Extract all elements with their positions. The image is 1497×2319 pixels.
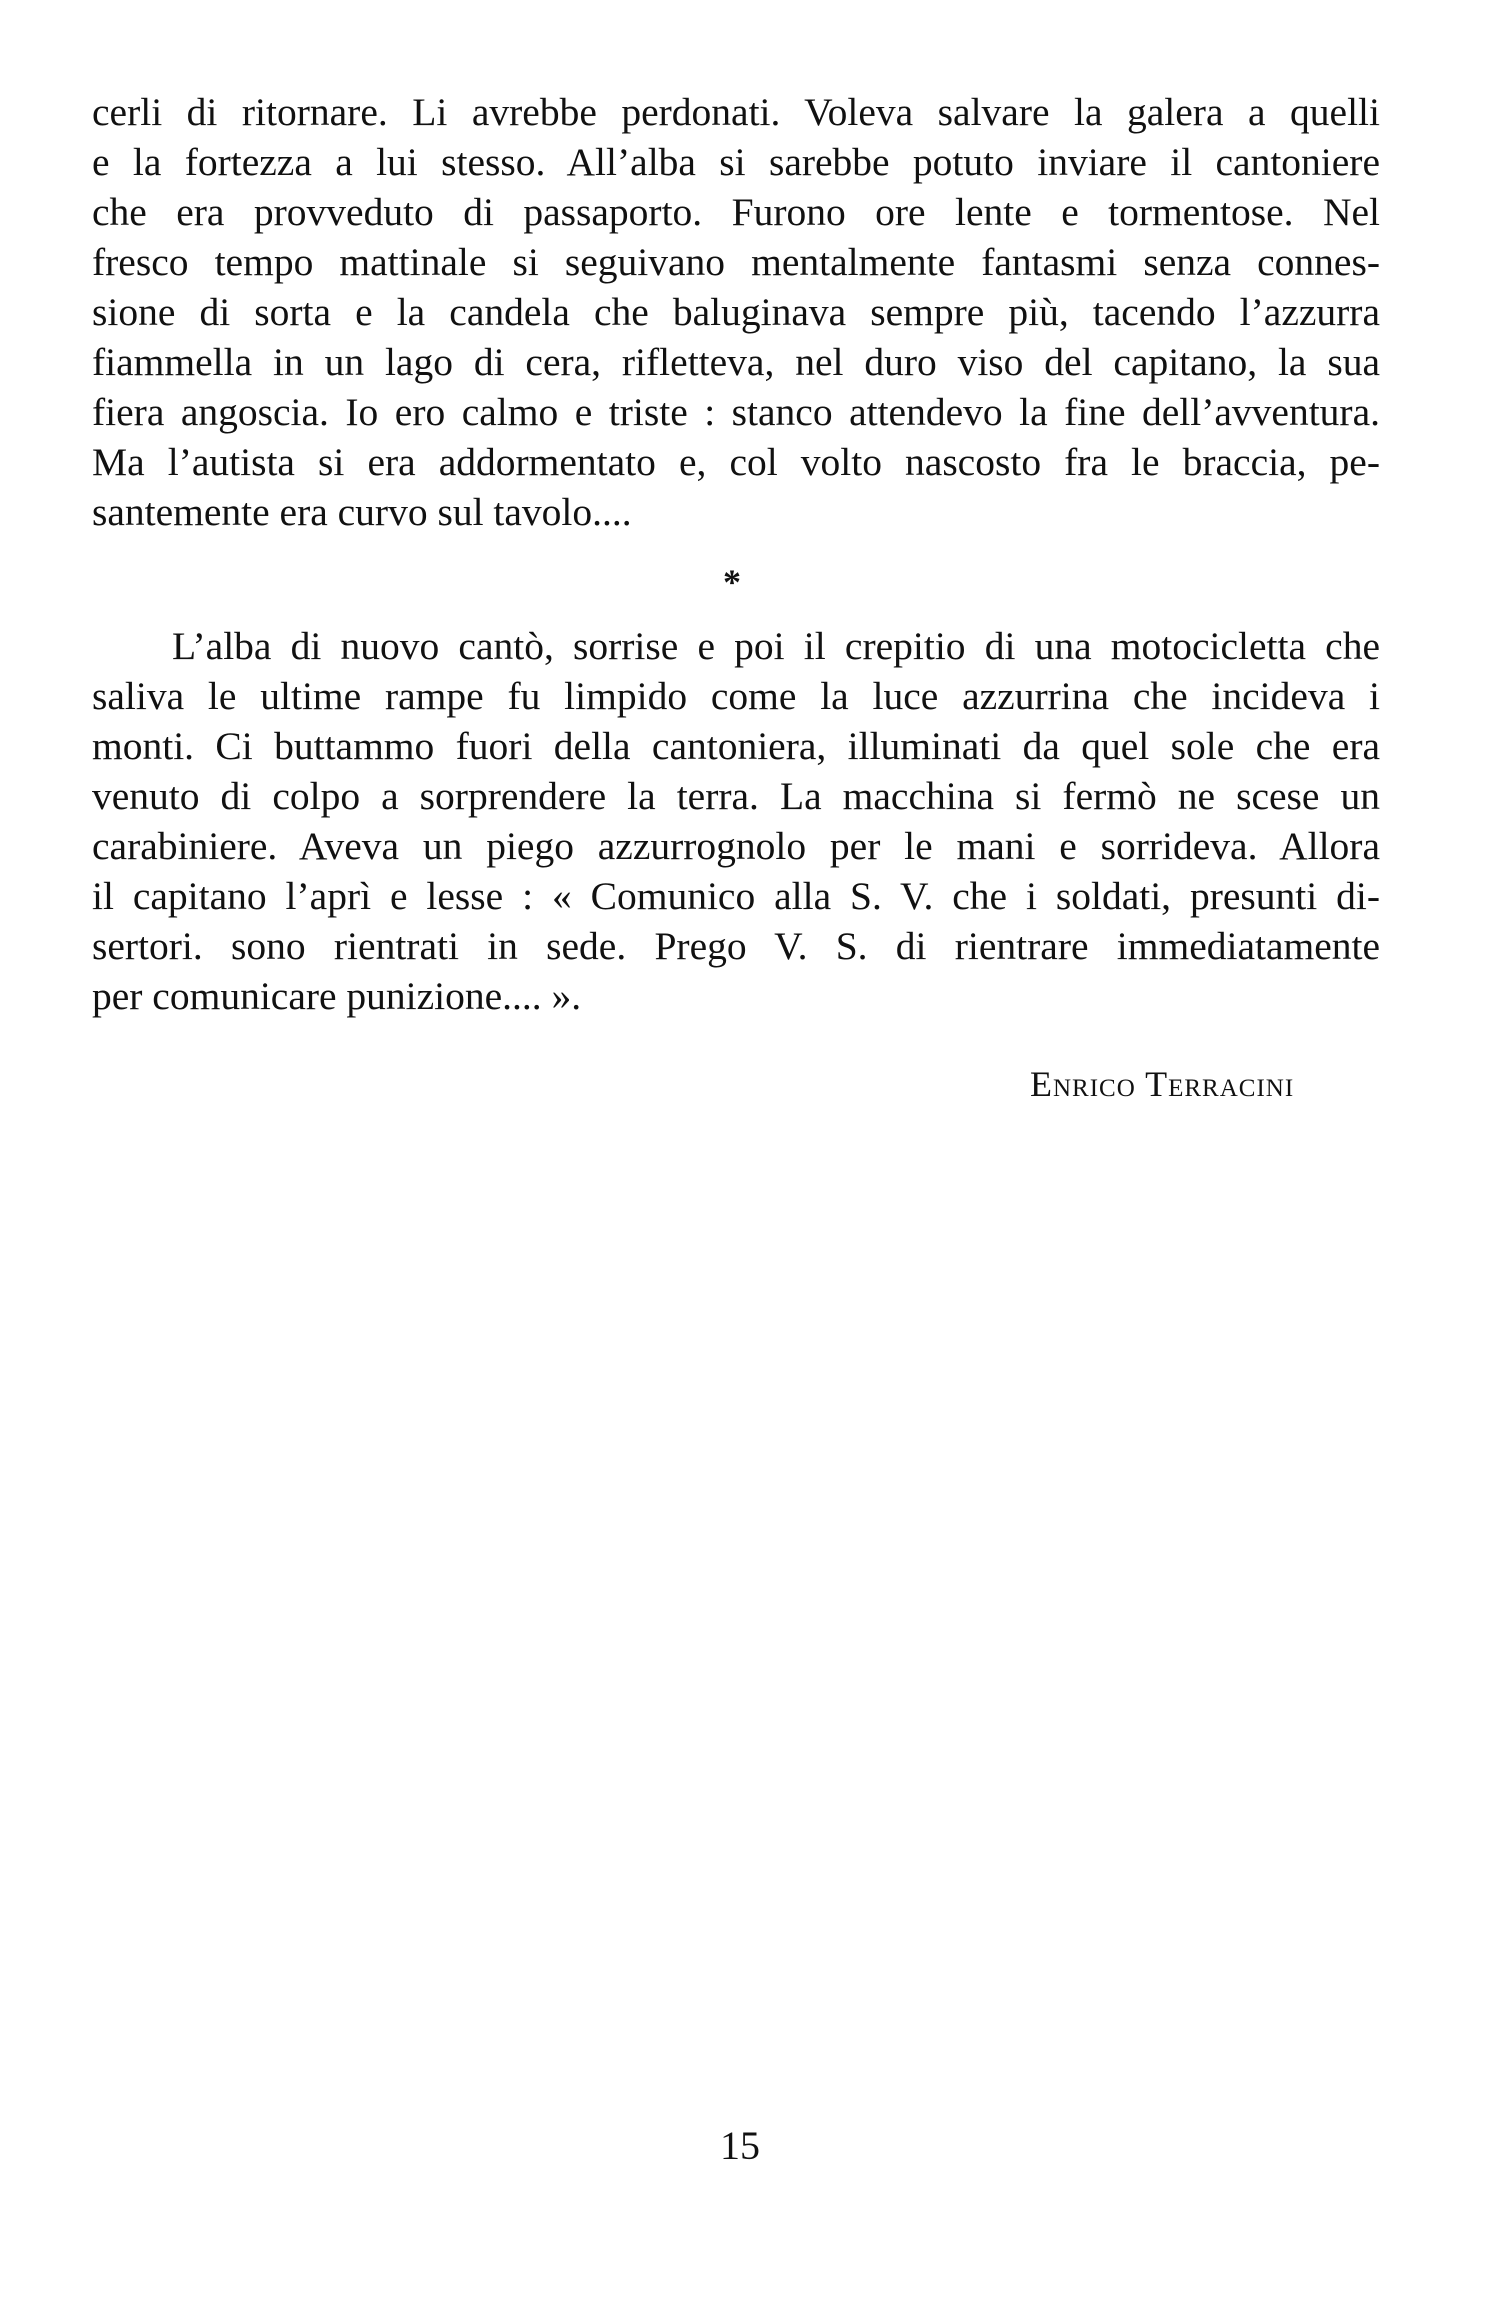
text-line: per comunicare punizione.... ». (92, 974, 582, 1018)
text-line: e la fortezza a lui stesso. All’alba si sarebbe potuto inviare il cantoniere (92, 140, 1380, 184)
author-signature: Enrico Terracini (1030, 1064, 1295, 1104)
text-line: saliva le ultime rampe fu limpido come la luce azzurrina che incideva i (92, 674, 1380, 718)
text-line: il capitano l’aprì e lesse : « Comunico alla S. V. che i soldati, presunti di- (92, 874, 1380, 918)
text-line: Ma l’autista si era addormentato e, col volto nascosto fra le braccia, pe- (92, 440, 1380, 484)
text-line: sione di sorta e la candela che baluginava sempre più, tacendo l’azzurra (92, 290, 1380, 334)
text-line: fiera angoscia. Io ero calmo e triste : stanco attendevo la fine dell’avventura. (92, 390, 1380, 434)
text-line: fresco tempo mattinale si seguivano mentalmente fantasmi senza connes- (92, 240, 1380, 284)
text-line: carabiniere. Aveva un piego azzurrognolo per le mani e sorrideva. Allora (92, 824, 1380, 868)
text-line: monti. Ci buttammo fuori della cantoniera, illuminati da quel sole che era (92, 724, 1380, 768)
page-number: 15 (720, 2123, 760, 2168)
text-line: L’alba di nuovo cantò, sorrise e poi il crepitio di una motocicletta che (172, 624, 1380, 668)
section-separator: * (723, 562, 741, 602)
text-line: santemente era curvo sul tavolo.... (92, 490, 632, 534)
text-line: venuto di colpo a sorprendere la terra. La macchina si fermò ne scese un (92, 774, 1380, 818)
text-line: fiammella in un lago di cera, rifletteva, nel duro viso del capitano, la sua (92, 340, 1380, 384)
text-line: sertori. sono rientrati in sede. Prego V. S. di rientrare immediatamente (92, 924, 1380, 968)
text-line: cerli di ritornare. Li avrebbe perdonati. Voleva salvare la galera a quelli (92, 90, 1380, 134)
text-line: che era provveduto di passaporto. Furono ore lente e tormentose. Nel (92, 190, 1380, 234)
